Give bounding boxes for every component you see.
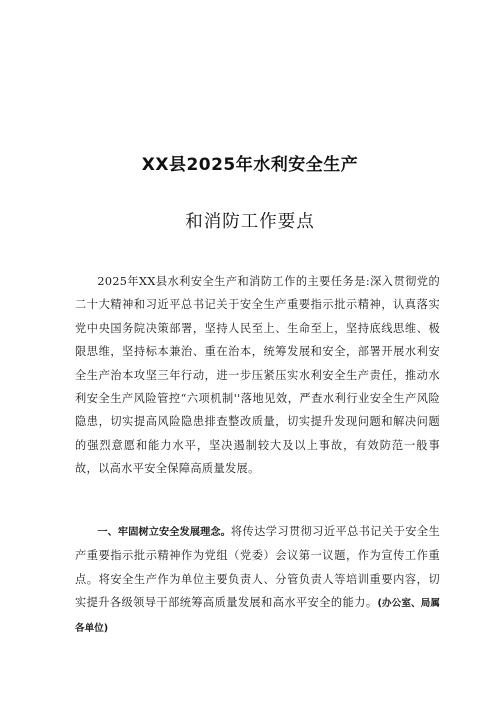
document-title-line2: 和消防工作要点 [185,212,315,232]
document-title-line1: XX县2025年水利安全生产 [141,155,359,175]
intro-paragraph: 2025年XX县水利安全生产和消防工作的主要任务是:深入贯彻党的二十大精神和习近平总书记关于安全生产重要指示批示精神，认真落实党中央国务院决策部署，坚持人民至上、生命至上，坚持底线思维、极限思维，坚持标本兼治、重在治本，统筹发展和安全，部署开展水利安全生产治本攻坚三年行动，进一步压紧压实水利安全生产责任，推动水利安全生产风险管控“六项机制''落地见效，严查水利行业安全生产风险隐患，切实提高风险隐患排查整改质量，切实提升发现问题和解决问题的强烈意愿和能力水平，坚决遏制较大及以上事故，有效防范一般事故，以高水平安全保障高质量发展。 [75,275,440,476]
section-1-heading: 一、牢固树立安全发展理念。 [97,527,231,538]
section-1-paragraph [75,520,440,640]
section-1-responsible-units: (办公室、局属各单位) [75,598,440,634]
section-1-body: 将传达学习贯彻习近平总书记关于安全生产重要指示批示精神作为党组（党委）会议第一议题，作为宣传工作重点。将安全生产作为单位主要负责人、分管负责人等培训重要内容，切实提升各级领导干部统筹高质量发展和高水平安全的能力。 [75,525,440,610]
